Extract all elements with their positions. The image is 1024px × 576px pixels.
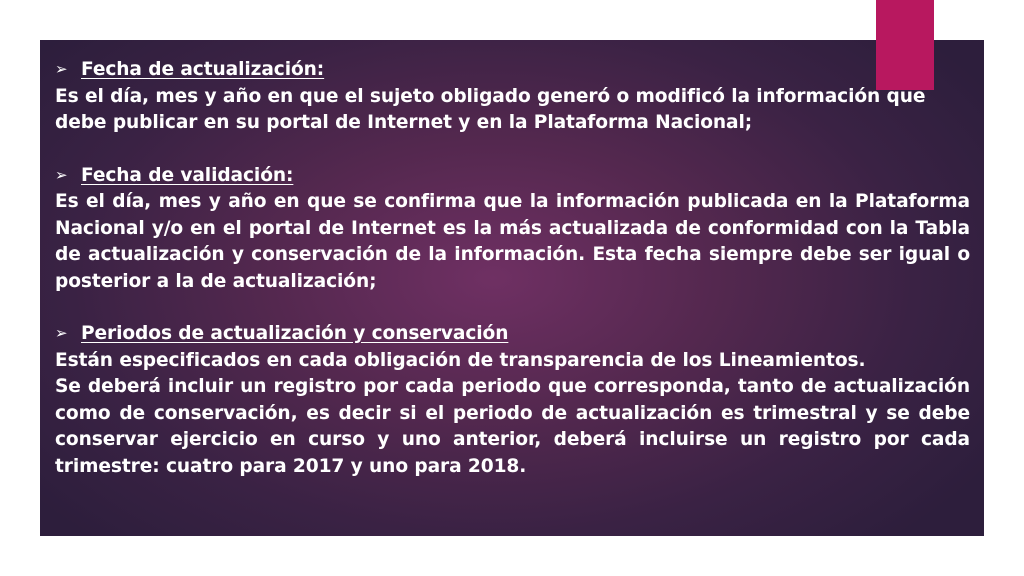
arrowhead-bullet-icon: ➢ — [55, 60, 68, 78]
arrowhead-bullet-icon: ➢ — [55, 165, 68, 184]
section-periodos — [55, 321, 970, 480]
heading-text: Fecha de validación: — [81, 164, 294, 186]
paragraph: Están especificados en cada obligación de transparencia de los Lineamientos. — [55, 349, 866, 371]
paragraph: Es el día, mes y año en que se confirma que la información publicada en la Plataforma Nacional y/o en el portal de Internet es la más actualizada de conformidad con la Tabla de actualización y conservación de la información. Esta fecha siempre debe ser igual o posterior a la de actualización; — [55, 191, 970, 292]
slide-content — [55, 57, 970, 480]
paragraph: Es el día, mes y año en que el sujeto obligado generó o modificó la información que debe publicar en su portal de Internet y en la Plataforma Nacional; — [55, 85, 926, 133]
arrowhead-bullet-icon: ➢ — [55, 324, 68, 342]
section-heading — [55, 57, 970, 84]
section-heading — [55, 163, 970, 190]
section-fecha-validacion — [55, 163, 970, 296]
section-heading — [55, 321, 970, 348]
heading-text: Periodos de actualización y conservación — [81, 323, 509, 344]
heading-text: Fecha de actualización: — [81, 59, 325, 80]
paragraph: Se deberá incluir un registro por cada periodo que corresponda, tanto de actualización como de conservación, es decir si el periodo de actualización es trimestral y se debe conservar ejercicio en curso y uno anterior, deberá incluirse un registro por cada trimestre: cuatro para 2017 y uno para 2018. — [55, 376, 970, 477]
section-fecha-actualizacion — [55, 57, 970, 137]
